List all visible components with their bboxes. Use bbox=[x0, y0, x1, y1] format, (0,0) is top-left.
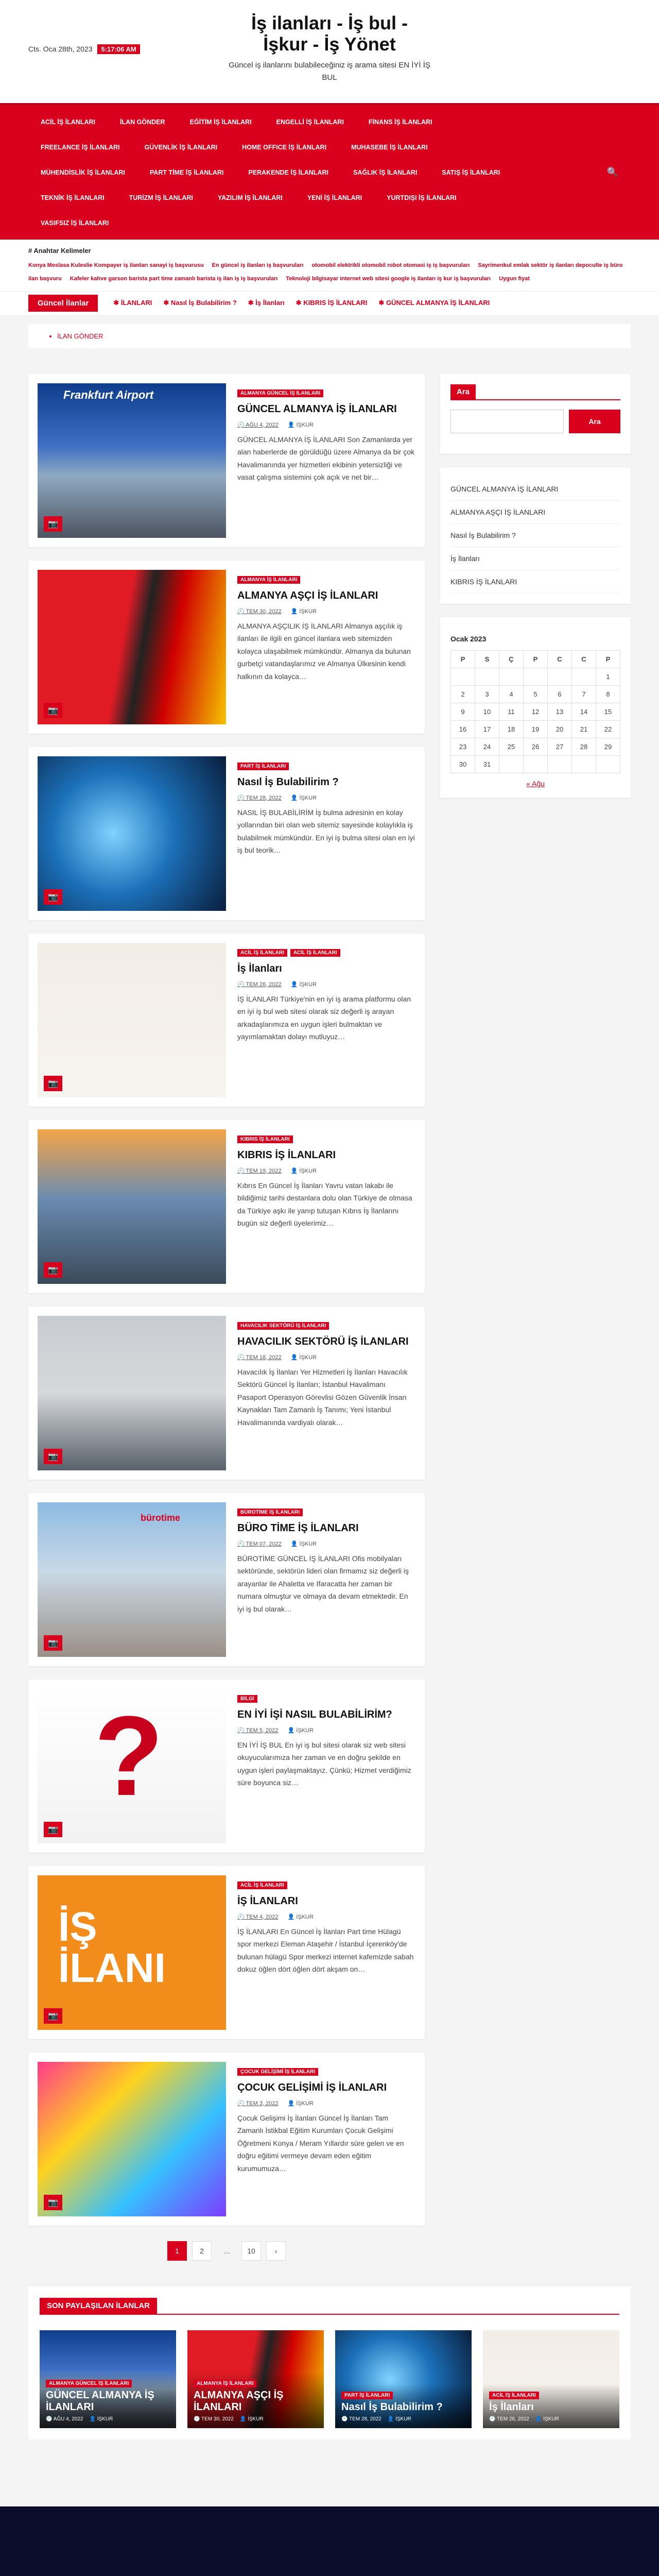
nav-item[interactable]: TURİZM İŞ İLANLARI bbox=[129, 194, 193, 201]
nav-item[interactable]: ACİL İŞ İLANLARI bbox=[41, 118, 96, 126]
nav-item[interactable]: SATIŞ İŞ İLANLARI bbox=[442, 168, 500, 176]
post-title[interactable]: EN İYİ İŞİ NASIL BULABİLİRİM? bbox=[237, 1708, 392, 1720]
ticker-item[interactable]: ✱ Nasıl İş Bulabilirim ? bbox=[163, 299, 236, 307]
latest-card[interactable] bbox=[483, 2330, 619, 2428]
post-title[interactable]: İş İlanları bbox=[237, 962, 282, 974]
post-categories bbox=[237, 576, 415, 584]
nav-item[interactable]: YENİ İŞ İLANLARI bbox=[307, 194, 362, 201]
breadcrumb-link[interactable]: İLAN GÖNDER bbox=[57, 332, 103, 340]
card-author[interactable]: 👤 İŞKUR bbox=[387, 2416, 411, 2422]
nav-item[interactable]: PART TİME İŞ İLANLARI bbox=[149, 168, 224, 176]
camera-icon: 📷 bbox=[44, 2195, 62, 2210]
breadcrumb bbox=[28, 324, 631, 348]
calendar-day: 29 bbox=[596, 738, 620, 755]
calendar-day: 16 bbox=[451, 720, 475, 738]
ticker-item[interactable]: ✱ KIBRIS İŞ İLANLARI bbox=[296, 299, 368, 307]
calendar-weekday: Ç bbox=[499, 650, 524, 668]
recent-posts-widget bbox=[440, 467, 631, 604]
site-footer bbox=[0, 2506, 659, 2576]
page-link: … bbox=[223, 2246, 230, 2255]
post-thumbnail[interactable] bbox=[38, 1316, 226, 1470]
post-date[interactable]: 🕘 TEM 30, 2022 bbox=[237, 608, 282, 615]
nav-item[interactable]: FİNANS İŞ İLANLARI bbox=[368, 118, 432, 126]
calendar-day bbox=[499, 755, 524, 773]
post-card bbox=[28, 1120, 425, 1293]
post-date[interactable]: 🕘 TEM 07, 2022 bbox=[237, 1540, 282, 1547]
post-date[interactable]: 🕘 TEM 3, 2022 bbox=[237, 2100, 279, 2107]
sidebar bbox=[440, 374, 631, 2286]
ticker-item[interactable]: ✱ GÜNCEL ALMANYA İŞ İLANLARI bbox=[378, 299, 490, 307]
current-date: Cts. Oca 28th, 2023 bbox=[28, 45, 93, 53]
card-title[interactable]: GÜNCEL ALMANYA İŞ İLANLARI bbox=[46, 2389, 154, 2413]
post-thumbnail[interactable] bbox=[38, 1129, 226, 1284]
post-author[interactable]: 👤 İŞKUR bbox=[290, 981, 317, 988]
calendar-day: 11 bbox=[499, 703, 524, 720]
post-title[interactable]: ALMANYA AŞÇI İŞ İLANLARI bbox=[237, 589, 378, 601]
category-badge[interactable]: BÜROTİME İŞ İLANLARI bbox=[237, 1509, 303, 1516]
card-meta bbox=[489, 2416, 613, 2422]
camera-icon: 📷 bbox=[44, 1822, 62, 1837]
card-author[interactable]: 👤 İŞKUR bbox=[535, 2416, 559, 2422]
post-meta bbox=[237, 1167, 415, 1174]
category-badge[interactable]: ALMANYA GÜNCEL İŞ İLANLARI bbox=[237, 389, 323, 397]
post-body bbox=[237, 943, 415, 1097]
calendar-day bbox=[524, 755, 548, 773]
calendar-day: 4 bbox=[499, 685, 524, 703]
nav-item[interactable]: YURTDIŞI İŞ İLANLARI bbox=[387, 194, 457, 201]
calendar-caption: Ocak 2023 bbox=[450, 634, 487, 643]
calendar-day bbox=[475, 668, 499, 685]
keyword-tags bbox=[0, 240, 659, 291]
post-date[interactable]: 🕘 TEM 19, 2022 bbox=[237, 1167, 282, 1174]
card-meta bbox=[341, 2416, 465, 2422]
card-overlay bbox=[187, 2372, 324, 2428]
card-title[interactable]: ALMANYA AŞÇI İŞ İLANLARI bbox=[194, 2389, 284, 2413]
camera-icon: 📷 bbox=[44, 2008, 62, 2024]
post-excerpt: İŞ İLANLARI Türkiye'nin en iyi iş arama platformu olan en iyi iş bul web sitesi olarak siz değerli iş arayan arkadaşlarımıza en uygun işleri bulmaktan ve yayımlamaktan dolayı mutluyuz… bbox=[237, 994, 411, 1041]
calendar-day: 25 bbox=[499, 738, 524, 755]
post-list bbox=[28, 374, 425, 2286]
nav-item[interactable]: HOME OFFICE İŞ İLANLARI bbox=[242, 143, 327, 151]
site-header bbox=[0, 0, 659, 103]
nav-item[interactable]: EĞİTİM İŞ İLANLARI bbox=[189, 118, 252, 126]
nav-item[interactable]: MUHASEBE İŞ İLANLARI bbox=[351, 143, 428, 151]
post-title[interactable]: Nasıl İş Bulabilirim ? bbox=[237, 776, 339, 788]
site-tagline: Güncel iş ilanlarını bulabileceğiniz iş arama sitesi EN İYİ İŞ BUL bbox=[229, 60, 430, 82]
nav-item[interactable]: İLAN GÖNDER bbox=[120, 118, 165, 126]
nav-item[interactable]: VASIFSIZ İŞ İLANLARI bbox=[41, 219, 109, 227]
post-date[interactable]: 🕘 TEM 5, 2022 bbox=[237, 1727, 279, 1734]
post-categories bbox=[237, 1695, 415, 1703]
news-ticker bbox=[0, 291, 659, 315]
category-badge[interactable]: ALMANYA GÜNCEL İŞ İLANLARI bbox=[46, 2380, 132, 2387]
card-author[interactable]: 👤 İŞKUR bbox=[89, 2416, 113, 2422]
calendar-day bbox=[548, 668, 572, 685]
tag-link[interactable]: Kafeler kahve garson barista part time zamanlı barista iş ilan iş iş başvuruları bbox=[70, 276, 278, 282]
calendar-day: 2 bbox=[451, 685, 475, 703]
post-excerpt: İŞ İLANLARI En Güncel İş İlanları Part time Hülagü spor merkezi Eleman Ataşehir / İstanbul İçerenköy'de bulunan hülagü Spor merkezi internet kafemizde sabah dokuz öğlen dört öğlen dört akşam on… bbox=[237, 1927, 414, 1974]
post-categories bbox=[237, 1509, 415, 1516]
calendar-day: 23 bbox=[451, 738, 475, 755]
post-author[interactable]: 👤 İŞKUR bbox=[290, 1354, 317, 1361]
search-input[interactable] bbox=[450, 410, 564, 433]
post-author[interactable]: 👤 İŞKUR bbox=[290, 608, 317, 615]
card-overlay bbox=[335, 2384, 472, 2428]
calendar-day: 31 bbox=[475, 755, 499, 773]
post-title[interactable]: HAVACILIK SEKTÖRÜ İŞ İLANLARI bbox=[237, 1335, 409, 1347]
post-excerpt: EN İYİ İŞ BUL En iyi iş bul sitesi olarak siz web sitesi okuyucularımıza her zaman ve en doğru şekilde en uygun işleri paylaşmaktayız. Çünkü; Hizmet verdiğimiz süre boyunca siz… bbox=[237, 1740, 411, 1787]
post-meta bbox=[237, 608, 415, 615]
post-body bbox=[237, 1129, 415, 1284]
post-author[interactable]: 👤 İŞKUR bbox=[290, 1167, 317, 1174]
card-title[interactable]: Nasıl İş Bulabilirim ? bbox=[341, 2401, 443, 2413]
category-badge[interactable]: KIBRIS İŞ İLANLARI bbox=[237, 1136, 293, 1143]
post-date[interactable]: 🕘 TEM 18, 2022 bbox=[237, 1354, 282, 1361]
category-badge[interactable]: ACİL İŞ İLANLARI bbox=[237, 1882, 287, 1889]
sidebar-post-link[interactable]: İş İlanları bbox=[450, 547, 620, 570]
nav-item[interactable]: ENGELLİ İŞ İLANLARI bbox=[276, 118, 344, 126]
post-body bbox=[237, 1875, 415, 2030]
search-icon[interactable]: 🔍 bbox=[606, 167, 618, 177]
ticker-items bbox=[98, 299, 490, 307]
sidebar-post-link[interactable]: GÜNCEL ALMANYA İŞ İLANLARI bbox=[450, 478, 620, 501]
calendar-weekday: C bbox=[572, 650, 596, 668]
card-date[interactable]: 🕘 TEM 28, 2022 bbox=[341, 2416, 381, 2422]
calendar-day bbox=[572, 755, 596, 773]
latest-title: SON PAYLAŞILAN İLANLAR bbox=[40, 2298, 157, 2314]
sidebar-post-link[interactable]: ALMANYA AŞÇI İŞ İLANLARI bbox=[450, 501, 620, 524]
calendar-day: 24 bbox=[475, 738, 499, 755]
post-card bbox=[28, 934, 425, 1107]
camera-icon: 📷 bbox=[44, 1635, 62, 1651]
post-title[interactable]: KIBRIS İŞ İLANLARI bbox=[237, 1149, 336, 1161]
calendar-day: 18 bbox=[499, 720, 524, 738]
latest-card[interactable] bbox=[335, 2330, 472, 2428]
post-title[interactable]: BÜRO TİME İŞ İLANLARI bbox=[237, 1522, 359, 1534]
category-badge[interactable]: PART İŞ İLANLARI bbox=[237, 762, 289, 770]
calendar-day: 17 bbox=[475, 720, 499, 738]
calendar-day: 21 bbox=[572, 720, 596, 738]
calendar-table bbox=[450, 650, 620, 773]
ticker-item[interactable]: ✱ İLANLARI bbox=[113, 299, 152, 307]
calendar-day: 28 bbox=[572, 738, 596, 755]
post-date[interactable]: 🕘 TEM 26, 2022 bbox=[237, 981, 282, 988]
search-widget-title: Ara bbox=[450, 384, 476, 399]
ticker-label: Güncel İlanlar bbox=[28, 295, 98, 312]
page-link[interactable]: 2 bbox=[192, 2241, 212, 2261]
current-time: 5:17:06 AM bbox=[97, 44, 140, 54]
category-badge[interactable]: ALMANYA İŞ İLANLARI bbox=[237, 576, 300, 584]
calendar-day bbox=[451, 668, 475, 685]
post-meta bbox=[237, 1727, 415, 1734]
nav-item[interactable]: SAĞLIK İŞ İLANLARI bbox=[353, 168, 418, 176]
search-button[interactable]: Ara bbox=[569, 410, 620, 433]
nav-item[interactable]: PERAKENDE İŞ İLANLARI bbox=[248, 168, 328, 176]
calendar-weekday: P bbox=[524, 650, 548, 668]
calendar-day: 1 bbox=[596, 668, 620, 685]
post-categories bbox=[237, 762, 415, 770]
camera-icon: 📷 bbox=[44, 516, 62, 532]
post-author[interactable]: 👤 İŞKUR bbox=[287, 1727, 314, 1734]
category-badge[interactable]: ACİL İŞ İLANLARI bbox=[237, 949, 287, 957]
latest-card[interactable] bbox=[187, 2330, 324, 2428]
category-badge[interactable]: ACİL İŞ İLANLARI bbox=[290, 949, 340, 957]
post-categories bbox=[237, 1322, 415, 1330]
camera-icon: 📷 bbox=[44, 1076, 62, 1091]
calendar-day: 5 bbox=[524, 685, 548, 703]
card-author[interactable]: 👤 İŞKUR bbox=[239, 2416, 264, 2422]
thumbnail-text: İŞ İLANI bbox=[58, 1903, 166, 1991]
post-categories bbox=[237, 389, 415, 397]
category-badge[interactable]: PART İŞ İLANLARI bbox=[341, 2392, 393, 2399]
nav-item[interactable]: MÜHENDİSLİK İŞ İLANLARI bbox=[41, 168, 125, 176]
post-meta bbox=[237, 981, 415, 988]
post-card bbox=[28, 374, 425, 547]
question-mark-icon: ? bbox=[94, 1692, 164, 1819]
post-body bbox=[237, 756, 415, 911]
calendar-day bbox=[596, 755, 620, 773]
post-title[interactable]: GÜNCEL ALMANYA İŞ İLANLARI bbox=[237, 403, 397, 415]
post-meta bbox=[237, 2100, 415, 2107]
camera-icon: 📷 bbox=[44, 1262, 62, 1278]
calendar-day bbox=[524, 668, 548, 685]
calendar-day bbox=[572, 668, 596, 685]
post-author[interactable]: 👤 İŞKUR bbox=[290, 794, 317, 801]
card-title[interactable]: İş İlanları bbox=[489, 2401, 534, 2413]
calendar-day: 8 bbox=[596, 685, 620, 703]
thumbnail-text: Frankfurt Airport bbox=[63, 388, 154, 401]
calendar-day: 7 bbox=[572, 685, 596, 703]
category-badge[interactable]: ÇOCUK GELİŞİMİ İŞ İLANLARI bbox=[237, 2068, 318, 2076]
post-card bbox=[28, 1680, 425, 1853]
post-body bbox=[237, 1502, 415, 1657]
tag-link[interactable]: otomobil elektrikli otomobil robot otomasi iş iş başvuruları bbox=[311, 262, 470, 268]
calendar-prev-link[interactable]: « Ağu bbox=[526, 779, 545, 788]
card-meta bbox=[194, 2416, 318, 2422]
post-author[interactable]: 👤 İŞKUR bbox=[287, 421, 314, 428]
post-categories bbox=[237, 949, 415, 957]
date-time bbox=[28, 44, 140, 54]
post-thumbnail[interactable] bbox=[38, 756, 226, 911]
post-thumbnail[interactable] bbox=[38, 1875, 226, 2030]
category-badge[interactable]: BİLGİ bbox=[237, 1695, 257, 1703]
post-thumbnail[interactable] bbox=[38, 1689, 226, 1843]
calendar-day: 13 bbox=[548, 703, 572, 720]
thumbnail-text: bürotime bbox=[141, 1512, 181, 1523]
camera-icon: 📷 bbox=[44, 703, 62, 718]
post-author[interactable]: 👤 İŞKUR bbox=[287, 1913, 314, 1920]
calendar-day: 30 bbox=[451, 755, 475, 773]
nav-item[interactable]: GÜVENLİK İŞ İLANLARI bbox=[144, 143, 218, 151]
post-categories bbox=[237, 1136, 415, 1143]
camera-icon: 📷 bbox=[44, 1449, 62, 1464]
post-categories bbox=[237, 1882, 415, 1889]
post-body bbox=[237, 1689, 415, 1843]
page-link[interactable]: › bbox=[266, 2241, 286, 2261]
sidebar-post-link[interactable]: Nasıl İş Bulabilirim ? bbox=[450, 524, 620, 547]
post-author[interactable]: 👤 İŞKUR bbox=[290, 1540, 317, 1547]
card-date[interactable]: 🕘 TEM 30, 2022 bbox=[194, 2416, 234, 2422]
calendar-day: 22 bbox=[596, 720, 620, 738]
sidebar-post-link[interactable]: KIBRIS İŞ İLANLARI bbox=[450, 570, 620, 594]
card-date[interactable]: 🕘 AĞU 4, 2022 bbox=[46, 2416, 83, 2422]
post-meta bbox=[237, 1354, 415, 1361]
tag-link[interactable]: Konya Meslasa Kuleslie Kompayer iş ilanları sanayi iş başvurusu bbox=[28, 262, 204, 268]
post-thumbnail[interactable] bbox=[38, 570, 226, 724]
post-meta bbox=[237, 794, 415, 801]
calendar-day: 26 bbox=[524, 738, 548, 755]
calendar-weekday: C bbox=[548, 650, 572, 668]
calendar-widget bbox=[440, 617, 631, 798]
card-meta bbox=[46, 2416, 170, 2422]
post-meta bbox=[237, 421, 415, 428]
post-excerpt: Havacılık İş İlanları Yer Hizmetleri İş İlanları Havacılık Sektörü Güncel İş İlanları; İstanbul Havalimanı Pasaport Operasyon Görevlisi Gözen Güvenlik İnsan Kaynakları Tam Zamanlı İş Tanımı; Yeni İstanbul Havalimanında vardiyalı olarak… bbox=[237, 1367, 408, 1427]
calendar-day: 6 bbox=[548, 685, 572, 703]
latest-card[interactable] bbox=[40, 2330, 176, 2428]
tag-link[interactable]: Teknoloji bilgisayar internet web sitesi google iş ilanları iş kur iş başvuruları bbox=[286, 276, 491, 282]
page-link[interactable]: 1 bbox=[167, 2241, 187, 2261]
card-overlay bbox=[483, 2384, 619, 2428]
post-body bbox=[237, 2062, 415, 2216]
tag-link[interactable]: Sayrimenkul emlak sektör iş ilanları depoculte iş büro ilan başvuru bbox=[28, 262, 623, 282]
tags-title: # Anahtar Kelimeler bbox=[28, 247, 91, 255]
post-thumbnail[interactable] bbox=[38, 943, 226, 1097]
post-card bbox=[28, 2053, 425, 2226]
category-badge[interactable]: HAVACILIK SEKTÖRÜ İŞ İLANLARI bbox=[237, 1322, 329, 1330]
category-badge[interactable]: ACİL İŞ İLANLARI bbox=[489, 2392, 539, 2399]
nav-item[interactable]: FREELANCE İŞ İLANLARI bbox=[41, 143, 120, 151]
post-body bbox=[237, 570, 415, 724]
post-card bbox=[28, 1307, 425, 1480]
post-card bbox=[28, 747, 425, 920]
post-title[interactable]: İŞ İLANLARI bbox=[237, 1895, 298, 1907]
post-thumbnail[interactable] bbox=[38, 383, 226, 538]
tag-link[interactable]: En güncel iş ilanları iş başvuruları bbox=[212, 262, 304, 268]
post-excerpt: Kıbrıs En Güncel İş İlanları Yavru vatan lakabı ile bildiğimiz tarihi destanlara dolu olan Türkiye de olmasa da Türkiye aşkı ile yanıp tutuşan Kıbrıs İş İlanlarını bugün siz değerli üyelerimiz… bbox=[237, 1181, 412, 1228]
camera-icon: 📷 bbox=[44, 889, 62, 905]
calendar-day: 3 bbox=[475, 685, 499, 703]
calendar-day: 12 bbox=[524, 703, 548, 720]
post-excerpt: ALMANYA AŞÇILIK İŞ İLANLARI Almanya aşçılık iş ilanları ile ilgili en güncel ilanlara web sitemizden kolayca ulaşabilmek mümkündür. Almanya da bulunan gurbetçi vatandaşlarımız ve Almanya Ülkesinin kendi halkının da kolayca… bbox=[237, 621, 411, 681]
search-widget bbox=[440, 374, 631, 454]
calendar-day bbox=[499, 668, 524, 685]
tag-list bbox=[28, 259, 631, 286]
post-meta bbox=[237, 1913, 415, 1920]
tag-link[interactable]: Uygun fiyat bbox=[499, 276, 530, 282]
calendar-day: 14 bbox=[572, 703, 596, 720]
post-categories bbox=[237, 2068, 415, 2076]
calendar-day bbox=[548, 755, 572, 773]
post-thumbnail[interactable] bbox=[38, 2062, 226, 2216]
post-body bbox=[237, 383, 415, 538]
site-brand bbox=[227, 12, 432, 84]
post-body bbox=[237, 1316, 415, 1470]
latest-posts bbox=[28, 2286, 631, 2439]
nav-item[interactable]: YAZILIM İŞ İLANLARI bbox=[217, 194, 283, 201]
calendar-weekday: P bbox=[451, 650, 475, 668]
post-date[interactable]: 🕘 AĞU 4, 2022 bbox=[237, 421, 279, 428]
page-link[interactable]: 10 bbox=[241, 2241, 261, 2261]
post-author[interactable]: 👤 İŞKUR bbox=[287, 2100, 314, 2107]
calendar-day: 20 bbox=[548, 720, 572, 738]
post-date[interactable]: 🕘 TEM 28, 2022 bbox=[237, 794, 282, 801]
card-date[interactable]: 🕘 TEM 26, 2022 bbox=[489, 2416, 529, 2422]
post-date[interactable]: 🕘 TEM 4, 2022 bbox=[237, 1913, 279, 1920]
calendar-day: 10 bbox=[475, 703, 499, 720]
post-card bbox=[28, 1866, 425, 2039]
calendar-day: 15 bbox=[596, 703, 620, 720]
post-meta bbox=[237, 1540, 415, 1547]
calendar-day: 9 bbox=[451, 703, 475, 720]
calendar-weekday: S bbox=[475, 650, 499, 668]
card-overlay bbox=[40, 2372, 176, 2428]
post-excerpt: GÜNCEL ALMANYA İŞ İLANLARI Son Zamanlarda yer alan haberlerde de görüldüğü üzere Almanya da bir çok Havalimanında yer hizmetleri ekibinin yetersizliği ve vasat çalışma sistemini çok açık ve net bir… bbox=[237, 435, 415, 482]
calendar-day: 19 bbox=[524, 720, 548, 738]
nav-item[interactable]: TEKNİK İŞ İLANLARI bbox=[41, 194, 105, 201]
post-excerpt: NASIL İŞ BULABİLİRİM İş bulma adresinin en kolay yollarından biri olan web sitemiz sayesinde kolaylıkla iş bulabilmek mümkündür. En iyi iş bulma sitesi olan en iyi iş bul teorik… bbox=[237, 808, 415, 855]
post-title[interactable]: ÇOCUK GELİŞİMİ İŞ İLANLARI bbox=[237, 2081, 387, 2093]
pagination bbox=[28, 2241, 425, 2261]
nav-menu bbox=[28, 109, 631, 235]
site-title[interactable]: İş ilanları - İş bul - İşkur - İş Yönet bbox=[251, 12, 408, 55]
category-badge[interactable]: ALMANYA İŞ İLANLARI bbox=[194, 2380, 256, 2387]
post-card bbox=[28, 561, 425, 734]
calendar-day: 27 bbox=[548, 738, 572, 755]
post-card bbox=[28, 1493, 425, 1666]
post-excerpt: Çocuk Gelişimi İş İlanları Güncel İş İlanları Tam Zamanlı İstikbal Eğitim Kurumları Çocuk Gelişimi Öğretmeni Konya / Meram Yıllardır süre gelen ve en doğru eğitimi vermeye devam eden eğitim kurumumuza… bbox=[237, 2113, 404, 2173]
ticker-item[interactable]: ✱ İş İlanları bbox=[248, 299, 285, 307]
main-nav bbox=[0, 103, 659, 240]
post-thumbnail[interactable] bbox=[38, 1502, 226, 1657]
post-excerpt: BÜROTİME GÜNCEL İŞ İLANLARI Ofis mobilyaları sektöründe, sektörün lideri olan firmamız siz değerli iş arayanlar ile Ahaletta ve Ifaracatta her zaman bir numara olmuştur ve olmaya da devam etmektedir. En iyi iş bul olarak… bbox=[237, 1554, 409, 1613]
calendar-weekday: P bbox=[596, 650, 620, 668]
